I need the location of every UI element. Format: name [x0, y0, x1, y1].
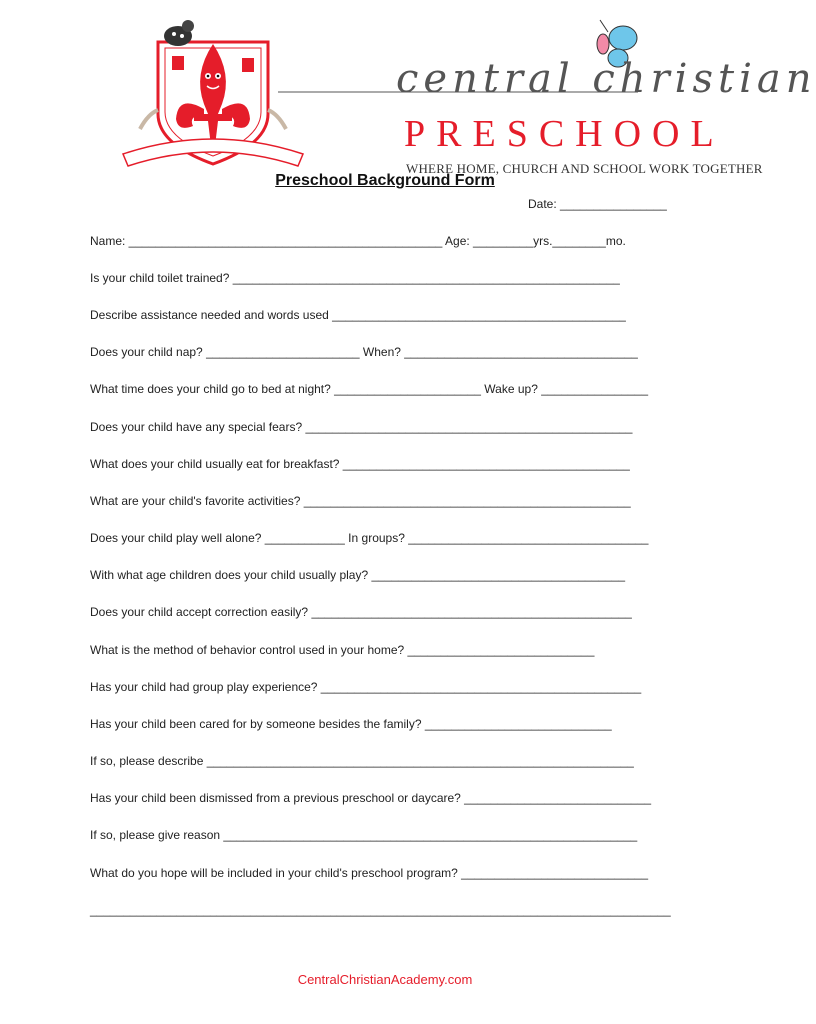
question-nap[interactable]: Does your child nap? _______________________ When? ___________________________________	[90, 345, 638, 359]
question-give-reason[interactable]: If so, please give reason ______________________________________________________________	[90, 828, 638, 842]
question-describe[interactable]: If so, please describe ________________________________________________________________	[90, 754, 634, 768]
question-group-play[interactable]: Has your child had group play experience? ________________________________________________	[90, 680, 642, 694]
logo-tagline: WHERE HOME, CHURCH AND SCHOOL WORK TOGETHER	[406, 161, 763, 176]
question-accept-correction[interactable]: Does your child accept correction easily? ________________________________________________	[90, 605, 632, 619]
question-behavior-control[interactable]: What is the method of behavior control used in your home? ____________________________	[90, 643, 595, 657]
question-toilet-trained[interactable]: Is your child toilet trained? __________________________________________________________	[90, 271, 620, 285]
question-bedtime[interactable]: What time does your child go to bed at night? ______________________ Wake up? ________________	[90, 382, 648, 396]
date-field[interactable]: Date: ________________	[528, 197, 667, 211]
school-logo	[118, 14, 816, 176]
logo-script-text: central christian	[396, 56, 816, 102]
question-program-hopes[interactable]: What do you hope will be included in your child's preschool program? ____________________________	[90, 866, 649, 880]
question-play-alone[interactable]: Does your child play well alone? ____________ In groups? ____________________________________	[90, 531, 649, 545]
form-title: Preschool Background Form	[275, 172, 495, 189]
question-dismissed[interactable]: Has your child been dismissed from a previous preschool or daycare? ____________________________	[90, 791, 652, 805]
question-cared-for[interactable]: Has your child been cared for by someone besides the family? ____________________________	[90, 717, 612, 731]
question-assistance-words[interactable]: Describe assistance needed and words used ____________________________________________	[90, 308, 626, 322]
question-favorite-activities[interactable]: What are your child's favorite activities? _________________________________________________	[90, 494, 631, 508]
answer-continuation-line[interactable]: _______________________________________________________________________________________	[90, 903, 671, 917]
name-age-field[interactable]: Name: _______________________________________________ Age: _________yrs.________mo.	[90, 234, 626, 248]
question-age-children[interactable]: With what age children does your child usually play? ______________________________________	[90, 568, 626, 582]
footer-website[interactable]: CentralChristianAcademy.com	[297, 972, 473, 987]
question-special-fears[interactable]: Does your child have any special fears? _________________________________________________	[90, 420, 633, 434]
logo-main-text: PRESCHOOL	[404, 113, 725, 155]
question-breakfast[interactable]: What does your child usually eat for breakfast? ___________________________________________	[90, 457, 630, 471]
